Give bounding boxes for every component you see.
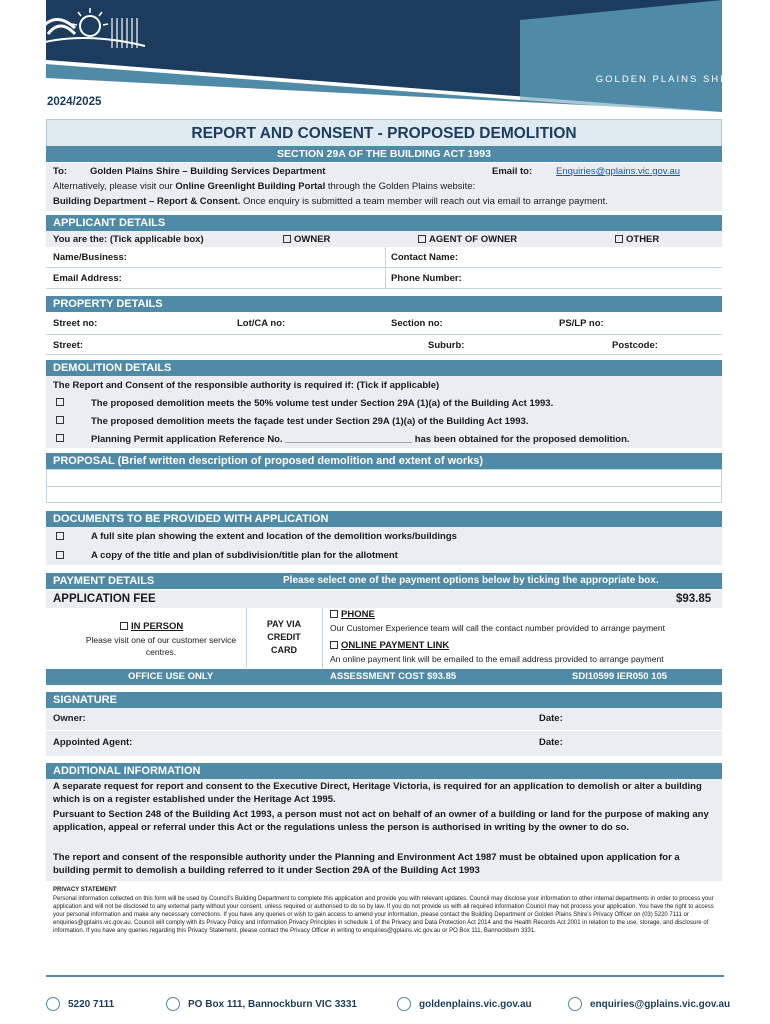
suburb-field[interactable]: Suburb: bbox=[428, 340, 465, 351]
street-field[interactable]: Street: bbox=[53, 340, 84, 351]
online-desc: An online payment link will be emailed to the email address provided to arrange payment bbox=[330, 654, 664, 664]
alt-line: Alternatively, please visit our Online Greenlight Building Portal through the Golden Plains website: bbox=[53, 181, 476, 192]
other-checkbox[interactable]: OTHER bbox=[615, 234, 659, 245]
title-plan-label: A copy of the title and plan of subdivision/title plan for the allotment bbox=[91, 550, 398, 561]
planning-permit-label: Planning Permit application Reference No. ________________________ has been obtained for the proposed demolition. bbox=[91, 434, 630, 445]
volume-test-label: The proposed demolition meets the 50% volume test under Section 29A (1)(a) of the Building Act 1993. bbox=[91, 398, 554, 409]
footer-web[interactable]: goldenplains.vic.gov.au bbox=[397, 997, 532, 1011]
phone-icon bbox=[46, 997, 60, 1011]
form-year: 2024/2025 bbox=[47, 96, 102, 108]
assessment-code: SDI10599 IER050 105 bbox=[572, 671, 668, 682]
owner-checkbox[interactable]: OWNER bbox=[283, 234, 330, 245]
to-value: Golden Plains Shire – Building Services Department bbox=[90, 166, 326, 177]
privacy-heading: PRIVACY STATEMENT bbox=[53, 887, 117, 893]
you-are-label: You are the: (Tick applicable box) bbox=[53, 234, 204, 245]
property-heading: PROPERTY DETAILS bbox=[46, 296, 722, 312]
agent-signature-field[interactable]: Appointed Agent: bbox=[53, 737, 133, 748]
portal-path: Building Department – Report & Consent. Once enquiry is submitted a team member will reach out via email to arrange payment. bbox=[53, 196, 608, 207]
email-to-label: Email to: bbox=[492, 166, 533, 177]
application-fee-value: $93.85 bbox=[676, 593, 712, 605]
email-address-field[interactable]: Email Address: bbox=[53, 273, 122, 284]
payment-heading: PAYMENT DETAILS bbox=[46, 573, 722, 589]
agent-date-field[interactable]: Date: bbox=[539, 737, 563, 748]
site-plan-checkbox[interactable] bbox=[56, 531, 67, 542]
pslp-field[interactable]: PS/LP no: bbox=[559, 318, 604, 329]
logo-text: GOLDEN PLAINS SHIRE bbox=[595, 74, 742, 85]
footer-phone: 5220 7111 bbox=[46, 997, 114, 1011]
payment-instruction: Please select one of the payment options below by ticking the appropriate box. bbox=[283, 575, 659, 586]
phone-desc: Our Customer Experience team will call the contact number provided to arrange payment bbox=[330, 623, 665, 633]
in-person-desc: Please visit one of our customer service centres. bbox=[85, 635, 237, 657]
agent-checkbox[interactable]: AGENT OF OWNER bbox=[418, 234, 517, 245]
phone-number-field[interactable]: Phone Number: bbox=[391, 273, 462, 284]
site-plan-label: A full site plan showing the extent and location of the demolition works/buildings bbox=[91, 531, 457, 542]
additional-p2: Pursuant to Section 248 of the Building Act 1993, a person must not act on behalf of an owner of a building or land for the purpose of making any application, appeal or referral under this Act or the regulations unless the person is authorised in writing by the owner to do so. bbox=[53, 809, 709, 833]
postcode-field[interactable]: Postcode: bbox=[612, 340, 658, 351]
applicant-heading: APPLICANT DETAILS bbox=[46, 215, 722, 231]
title-plan-checkbox[interactable] bbox=[56, 550, 67, 561]
lot-field[interactable]: Lot/CA no: bbox=[237, 318, 286, 329]
proposal-heading: PROPOSAL (Brief written description of proposed demolition and extent of works) bbox=[46, 453, 722, 469]
additional-heading: ADDITIONAL INFORMATION bbox=[46, 763, 722, 779]
name-business-field[interactable]: Name/Business: bbox=[53, 252, 127, 263]
header-banner bbox=[0, 0, 770, 115]
owner-signature-field[interactable]: Owner: bbox=[53, 713, 86, 724]
additional-p3: The report and consent of the responsible authority under the Planning and Environment Act 1987 must be obtained upon application for a building permit to demolish a building referred to it under Section 29A of the Building Act 1993 bbox=[53, 852, 680, 876]
facade-test-checkbox[interactable] bbox=[56, 415, 67, 426]
page-subtitle: SECTION 29A OF THE BUILDING ACT 1993 bbox=[46, 146, 722, 162]
footer-address: PO Box 111, Bannockburn VIC 3331 bbox=[166, 997, 357, 1011]
footer-email[interactable]: enquiries@gplains.vic.gov.au bbox=[568, 997, 730, 1011]
assessment-cost: ASSESSMENT COST $93.85 bbox=[330, 671, 457, 682]
demolition-intro: The Report and Consent of the responsible authority is required if: (Tick if applicable) bbox=[53, 380, 440, 391]
section-field[interactable]: Section no: bbox=[391, 318, 443, 329]
documents-heading: DOCUMENTS TO BE PROVIDED WITH APPLICATION bbox=[46, 511, 722, 527]
street-no-field[interactable]: Street no: bbox=[53, 318, 98, 329]
facade-test-label: The proposed demolition meets the façade test under Section 29A (1)(a) of the Building Act 1993. bbox=[91, 416, 529, 427]
pay-via-credit: PAY VIA CREDIT CARD bbox=[266, 619, 302, 655]
office-use-label: OFFICE USE ONLY bbox=[128, 671, 214, 682]
email-to-link[interactable]: Enquiries@gplains.vic.gov.au bbox=[556, 166, 681, 177]
owner-date-field[interactable]: Date: bbox=[539, 713, 563, 724]
to-label: To: bbox=[53, 166, 68, 177]
signature-heading: SIGNATURE bbox=[46, 692, 722, 708]
additional-p1: A separate request for report and consent to the Executive Direct, Heritage Victoria, is required for an application to demolish or alter a building which is on a register established under the Heritage Act 1995. bbox=[53, 781, 702, 805]
web-icon bbox=[397, 997, 411, 1011]
at-icon bbox=[568, 997, 582, 1011]
shire-logo bbox=[0, 0, 150, 70]
in-person-checkbox[interactable]: IN PERSON bbox=[120, 621, 183, 632]
demolition-heading: DEMOLITION DETAILS bbox=[46, 360, 722, 376]
mail-icon bbox=[166, 997, 180, 1011]
phone-checkbox[interactable]: PHONE bbox=[330, 609, 375, 620]
contact-name-field[interactable]: Contact Name: bbox=[391, 252, 459, 263]
volume-test-checkbox[interactable] bbox=[56, 397, 67, 408]
page-title: REPORT AND CONSENT - PROPOSED DEMOLITION bbox=[46, 119, 722, 147]
application-fee-label: APPLICATION FEE bbox=[53, 593, 156, 605]
privacy-text: Personal information collected on this form will be used by Council’s Building Department to complete this application and provide you with relevant updates. Council may disclose your information to other internal departments in order to process your application and will not be disclosed to any external party without your consent, unless required or authorised to do so by law. If you do not provide us with all required information Council may not process your application. You have the right to access your personal information and make any necessary corrections. If you have any queries or wish to gain access to amend your information, please contact the Building Department or Golden Plains Shire’s Privacy Officer on (03) 5220 7111 or enquiries@gplains.vic.gov.au. Council will comply with its Privacy Policy and Information Privacy Principles in schedule 1 of the Privacy and Data Protection Act 2014 and the Health Records Act 2001 in relation to the use, storage, and disclosure of information. If you have any queries regarding this Privacy Statement, please contact the Privacy Officer in writing to enquiries@gplains.vic.gov.au or PO Box 111, Bannockburn 3331. bbox=[53, 896, 714, 934]
planning-permit-checkbox[interactable] bbox=[56, 433, 67, 444]
online-link-checkbox[interactable]: ONLINE PAYMENT LINK bbox=[330, 640, 449, 651]
